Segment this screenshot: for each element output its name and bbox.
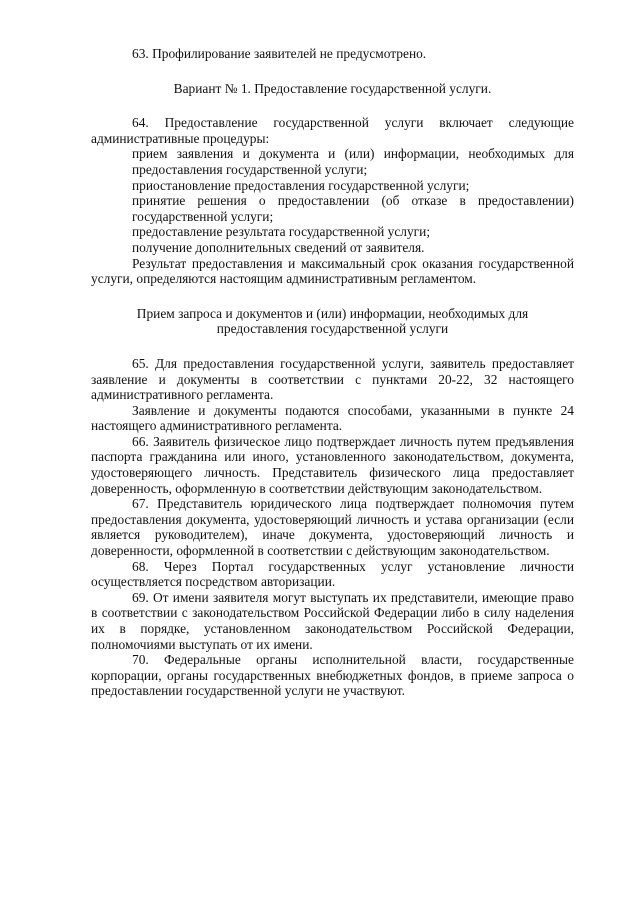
procedure-item-3: принятие решения о предоставлении (об отказе в предоставлении) государственной услуги; xyxy=(132,193,574,224)
paragraph-submission-methods: Заявление и документы подаются способами, указанными в пункте 24 настоящего административного регламента. xyxy=(91,402,574,434)
paragraph-64: 64. Предоставление государственной услуги включает следующие административные процедуры: xyxy=(91,115,574,146)
section-heading-request-intake: Прием запроса и документов и (или) информации, необходимых для предоставления государственной услуги xyxy=(136,305,529,337)
paragraph-67: 67. Представитель юридического лица подтверждает полномочия путем предоставления документа, удостоверяющий личность и устава организации (если является руководителем), иначе документа, удостоверяющий личность и доверенности, оформленной в соответствии с действующим законодательством. xyxy=(91,496,574,559)
paragraph-63: 63. Профилирование заявителей не предусмотрено. xyxy=(132,46,427,61)
procedure-item-5: получение дополнительных сведений от заявителя. xyxy=(132,239,425,255)
paragraph-68: 68. Через Портал государственных услуг установление личности осуществляется посредством авторизации. xyxy=(91,558,574,590)
paragraph-66: 66. Заявитель физическое лицо подтверждает личность путем предъявления паспорта гражданина или иного, установленного законодательством, документа, удостоверяющего личность. Представитель физического лица предоставляет доверенность, оформленную в соответствии действующим законодательством. xyxy=(91,433,574,496)
paragraph-70: 70. Федеральные органы исполнительной власти, государственные корпорации, органы государственных внебюджетных фондов, в приеме запроса о предоставлении государственной услуги не участвуют. xyxy=(91,652,574,699)
paragraph-65: 65. Для предоставления государственной услуги, заявитель предоставляет заявление и документы в соответствии с пунктами 20-22, 32 настоящего административного регламента. xyxy=(91,355,574,403)
paragraph-result: Результат предоставления и максимальный срок оказания государственной услуги, определяются настоящим административным регламентом. xyxy=(91,255,574,287)
procedure-item-1: прием заявления и документа и (или) информации, необходимых для предоставления государственной услуги; xyxy=(132,146,574,177)
document-page xyxy=(91,46,574,699)
paragraph-69: 69. От имени заявителя могут выступать их представители, имеющие право в соответствии с законодательством Российской Федерации либо в силу наделения их в порядке, установленном законодательством Российской Федерации, полномочиями выступать от их имени. xyxy=(91,589,574,652)
procedure-item-4: предоставление результата государственной услуги; xyxy=(132,224,431,240)
procedure-item-2: приостановление предоставления государственной услуги; xyxy=(132,177,470,193)
section-heading-variant-1: Вариант № 1. Предоставление государственной услуги. xyxy=(173,80,492,96)
